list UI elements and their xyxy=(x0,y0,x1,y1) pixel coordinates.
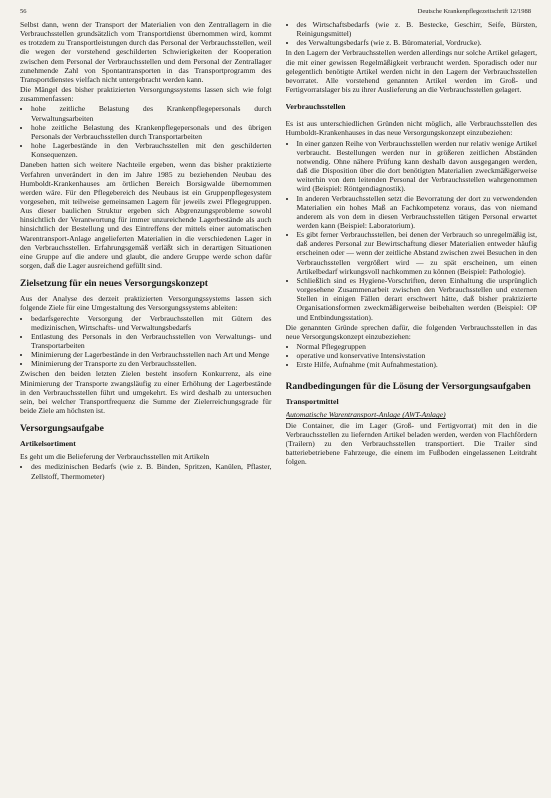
list-item: • In anderen Verbrauchsstellen setzt die Bevorratung der dort zu verwendenden Materialien ein hohes Maß an Fachkompetenz voraus, das von niemand anderem als von dem in diesen Verbrauchsstellen tätigen Personal erwartet werden kann (Beispiel: Laboratorium). xyxy=(297,194,538,231)
section-heading: Versorgungsaufgabe xyxy=(20,423,104,435)
list-item: • hohe Lagerbestände in den Verbrauchsstellen mit den geschilderten Konsequenzen. xyxy=(31,141,272,159)
bullet-list xyxy=(20,462,272,480)
list-item: • des medizinischen Bedarfs (wie z. B. Binden, Spritzen, Kanülen, Pflaster, Zellstoff, Thermometer) xyxy=(31,462,272,480)
paragraph: Selbst dann, wenn der Transport der Materialien von den Zentrallagern in die Verbrauchsstellen grundsätzlich vom Transportdienst übernommen wird, kommt es trotzdem zu Transportleistungen durch das Personal der Verbrauchsstellen, weil die wegen der vorstehend geschilderten Schwierigkeiten der Kooperation zwischen dem Personal der Verbrauchsstellen und dem Personal der Zentrallager zunehmende Zahl von Spontantransporten in das Transportprogramm des Transportdienstes vielfach nicht untergebracht werden kann. xyxy=(20,20,272,84)
list-item: • Normal Pflegegruppen xyxy=(297,342,538,351)
page-header xyxy=(14,8,537,20)
bullet-list xyxy=(286,342,538,369)
subsection-heading: Transportmittel xyxy=(285,397,339,407)
paragraph: Aus der Analyse des derzeit praktizierten Versorgungssystems lassen sich folgende Ziele für eine Umgestaltung des Versorgungssystems ableiten: xyxy=(20,294,272,313)
paragraph: Zwischen den beiden letzten Zielen besteht insofern Konkurrenz, als eine Minimierung der Transporte zwangsläufig zu einer Erhöhung der Lagerbestände in den Verbrauchsstellen führt und umgekehrt. Es wird deshalb zu untersuchen sein, bei welcher Transportfrequenz die Summe der Zielerreichungsgrade für beide Ziele am höchsten ist. xyxy=(20,369,272,416)
list-item: • hohe zeitliche Belastung des Krankenpflegepersonals durch Verwaltungsarbeiten xyxy=(31,104,272,122)
paragraph: Die genannten Gründe sprechen dafür, die folgenden Verbrauchsstellen in das neue Versorgungskonzept einzubeziehen: xyxy=(285,322,537,341)
list-item: • bedarfsgerechte Versorgung der Verbrauchsstellen mit Gütern des medizinischen, Wirtschafts- und Verwaltungsbedarfs xyxy=(31,314,272,332)
paragraph: Daneben hatten sich weitere Nachteile ergeben, wenn das bisher praktizierte Verfahren unverändert in den im Jahre 1985 zu beziehenden Neubau des Humboldt-Krankenhauses am örtlichen Bereich Borsigwalde übernommen werden wäre. Für den Pflegebereich des Neubaus ist ein Gruppenpflegesystem vorgesehen, mit teilweise gemeinsamen Lagern für jeweils zwei Pflegegruppen. Aus dieser baulichen Struktur ergeben sich Abgrenzungsprobleme sowohl hinsichtlich der Verantwortung für immer unzureichende Lagerbestände als auch hinsichtlich der Bestellung und des Eintreffens der mittels einer automatischen Warentransport-Anlage angelieferten Materialien in die verschiedenen Lager in den Verbrauchsstellen. Erfahrungsgemäß verläßt sich in derartigen Situationen eine Gruppe auf die andere und glaubt, die andere Gruppe werde schon dafür sorgen, daß die Lager ausreichend gefüllt sind. xyxy=(20,160,272,271)
left-column xyxy=(20,20,272,792)
section-heading: Randbedingungen für die Lösung der Versorgungsaufgaben xyxy=(285,381,531,393)
list-item: • operative und konservative Intensivstation xyxy=(297,351,538,360)
list-item: • des Verwaltungsbedarfs (wie z. B. Büromaterial, Vordrucke). xyxy=(297,38,538,47)
page-number: 56 xyxy=(20,8,27,15)
bullet-list xyxy=(20,104,272,159)
list-item: • hohe zeitliche Belastung des Krankenpflegepersonals und des übrigen Personals der Verbrauchsstellen durch Transportarbeiten xyxy=(31,123,272,141)
subheading-italic: Automatische Warentransport-Anlage (AWT-Anlage) xyxy=(285,410,446,420)
section-heading: Zielsetzung für ein neues Versorgungskonzept xyxy=(20,278,208,290)
list-item: • Minimierung der Lagerbestände in den Verbrauchsstellen nach Art und Menge xyxy=(31,350,272,359)
paragraph: Es ist aus unterschiedlichen Gründen nicht möglich, alle Verbrauchsstellen des Humboldt-Krankenhauses in das neue Versorgungskonzept einzubeziehen: xyxy=(285,119,537,138)
list-item: • Entlastung des Personals in den Verbrauchsstellen von Verwaltungs- und Transportarbeiten xyxy=(31,332,272,350)
list-item: • des Wirtschaftsbedarfs (wie z. B. Bestecke, Geschirr, Seife, Bürsten, Reinigungsmittel) xyxy=(297,20,538,38)
paragraph: Die Mängel des bisher praktizierten Versorgungssystems lassen sich wie folgt zusammenfassen: xyxy=(20,85,272,104)
right-column xyxy=(286,20,538,792)
paragraph: Die Container, die im Lager (Groß- und Fertigvorrat) mit den in die Verbrauchsstellen zu liefernden Artikel beladen werden, werden von Flachfördern (Trailern) zu den Verbrauchsstellen transportiert. Die Trailer sind batteriebetriebene Fahrzeuge, die einem im Fußboden eingelassenen Leitdraht folgen. xyxy=(285,420,537,467)
bullet-list xyxy=(286,20,538,47)
list-item: • Schließlich sind es Hygiene-Vorschriften, deren Einhaltung die ursprünglich vorgesehene Zusammenarbeit zwischen den Verbrauchsstellen und externen Stellen in einigen Fällen derart erschwert hätte, daß bisher praktizierte Organisationsformen zweckmäßigerweise beibehalten werden (Beispiel: OP und Entbindungsstation). xyxy=(297,276,538,322)
journal-name: Deutsche Krankenpflegezeitschrift 12/1988 xyxy=(417,8,531,15)
paragraph: In den Lagern der Verbrauchsstellen werden allerdings nur solche Artikel gelagert, die mit einer gewissen Regelmäßigkeit verbraucht werden. Sporadisch oder nur gelegentlich benötigte Artikel werden nicht in den Lagern der Verbrauchsstellen bevorratet. Alle vorstehend genannten Artikel werden im Groß- und Fertigvorratslager bis zu ihrer Auslieferung an die Verbrauchsstellen gelagert. xyxy=(285,48,537,95)
paragraph: Es geht um die Belieferung der Verbrauchsstellen mit Artikeln xyxy=(20,452,210,462)
subsection-heading: Artikelsortiment xyxy=(20,439,76,449)
list-item: • In einer ganzen Reihe von Verbrauchsstellen werden nur relativ wenige Artikel verbraucht. Bestellungen werden nur in größeren zeitlichen Abständen notwendig. Ohne nähere Prüfung kann deshalb davon ausgegangen werden, daß die Disposition über die dort benötigten Materialien zweckmäßigerweise weiterhin von dem leitenden Personal der Verbrauchsstellen wahrgenommen wird (Beispiel: Röntgendiagnostik). xyxy=(297,139,538,194)
list-item: • Erste Hilfe, Aufnahme (mit Aufnahmestation). xyxy=(297,360,538,369)
subsection-heading: Verbrauchsstellen xyxy=(285,102,346,112)
bullet-list xyxy=(286,139,538,322)
list-item: • Es gibt ferner Verbrauchsstellen, bei denen der Verbrauch so unregelmäßig ist, daß anderes Personal zur Bewirtschaftung dieser Materialien entweder häufig erscheinen oder — wenn der zeitliche Abstand zwischen zwei Besuchen in den Verbrauchsstellen vergrößert wird — zu spät erscheinen, um einen Artikelbedarf wirkungsvoll nachkommen zu können (Beispiel: Pathologie). xyxy=(297,230,538,276)
list-item: • Minimierung der Transporte zu den Verbrauchsstellen. xyxy=(31,359,272,368)
bullet-list xyxy=(20,314,272,369)
